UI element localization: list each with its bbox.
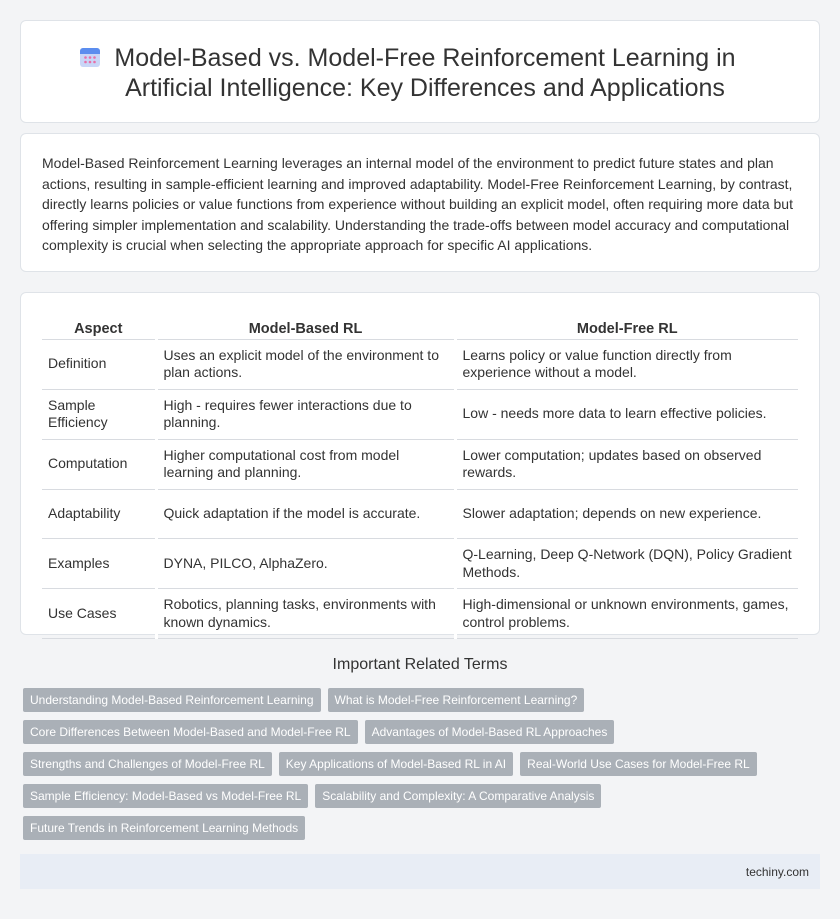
model-free-cell: Learns policy or value function directly from experience without a model. — [455, 339, 798, 389]
related-term-link[interactable]: Sample Efficiency: Model-Based vs Model-Free RL — [23, 784, 308, 808]
column-header-model-based: Model-Based RL — [156, 313, 455, 339]
intro-paragraph: Model-Based Reinforcement Learning leverages an internal model of the environment to predict future states and plan actions, resulting in sample-efficient learning and improved adaptability. Model-Free Reinforcement Learning, by contrast, directly learns policies or value functions from experience without building an explicit model, often requiring more data but offering simpler implementation and scalability. Understanding the trade-offs between model accuracy and computational complexity is crucial when selecting the appropriate approach for specific AI applications. — [42, 155, 793, 253]
related-term-link[interactable]: Core Differences Between Model-Based and Model-Free RL — [23, 720, 358, 744]
related-terms-heading: Important Related Terms — [332, 656, 508, 673]
table-header-row — [42, 313, 798, 339]
aspect-cell: Use Cases — [42, 589, 156, 639]
table-row — [42, 539, 798, 589]
aspect-cell: Sample Efficiency — [42, 389, 156, 439]
related-term-link[interactable]: Strengths and Challenges of Model-Free RL — [23, 752, 272, 776]
model-free-cell: Slower adaptation; depends on new experience. — [455, 489, 798, 539]
aspect-cell: Adaptability — [42, 489, 156, 539]
related-term-link[interactable]: Scalability and Complexity: A Comparative Analysis — [315, 784, 601, 808]
model-based-cell: Robotics, planning tasks, environments with known dynamics. — [156, 589, 455, 639]
model-free-cell: Q-Learning, Deep Q-Network (DQN), Policy Gradient Methods. — [455, 539, 798, 589]
model-based-cell: DYNA, PILCO, AlphaZero. — [156, 539, 455, 589]
related-term-link[interactable]: Key Applications of Model-Based RL in AI — [279, 752, 513, 776]
related-term-link[interactable]: What is Model-Free Reinforcement Learning? — [328, 688, 585, 712]
model-based-cell: Quick adaptation if the model is accurate. — [156, 489, 455, 539]
model-free-cell: High-dimensional or unknown environments, games, control problems. — [455, 589, 798, 639]
table-row — [42, 489, 798, 539]
footer — [20, 854, 820, 889]
table-row — [42, 389, 798, 439]
related-term-link[interactable]: Advantages of Model-Based RL Approaches — [365, 720, 615, 744]
table-row — [42, 339, 798, 389]
comparison-table — [42, 313, 798, 639]
comparison-card — [20, 292, 820, 635]
related-term-link[interactable]: Future Trends in Reinforcement Learning Methods — [23, 816, 305, 840]
aspect-cell: Examples — [42, 539, 156, 589]
model-free-cell: Lower computation; updates based on observed rewards. — [455, 439, 798, 489]
related-terms-list — [23, 688, 803, 840]
model-based-cell: Uses an explicit model of the environment to plan actions. — [156, 339, 455, 389]
related-term-link[interactable]: Understanding Model-Based Reinforcement Learning — [23, 688, 321, 712]
column-header-aspect: Aspect — [42, 313, 156, 339]
aspect-cell: Computation — [42, 439, 156, 489]
footer-site-name: techiny.com — [745, 865, 809, 879]
related-term-link[interactable]: Real-World Use Cases for Model-Free RL — [520, 752, 757, 776]
model-based-cell: Higher computational cost from model learning and planning. — [156, 439, 455, 489]
page-title: Model-Based vs. Model-Free Reinforcement Learning in Artificial Intelligence: Key Differences and Applications — [114, 44, 736, 102]
aspect-cell: Definition — [42, 339, 156, 389]
title-card — [20, 20, 820, 123]
model-free-cell: Low - needs more data to learn effective policies. — [455, 389, 798, 439]
intro-card — [20, 133, 820, 272]
model-based-cell: High - requires fewer interactions due to planning. — [156, 389, 455, 439]
column-header-model-free: Model-Free RL — [455, 313, 798, 339]
table-row — [42, 589, 798, 639]
table-row — [42, 439, 798, 489]
